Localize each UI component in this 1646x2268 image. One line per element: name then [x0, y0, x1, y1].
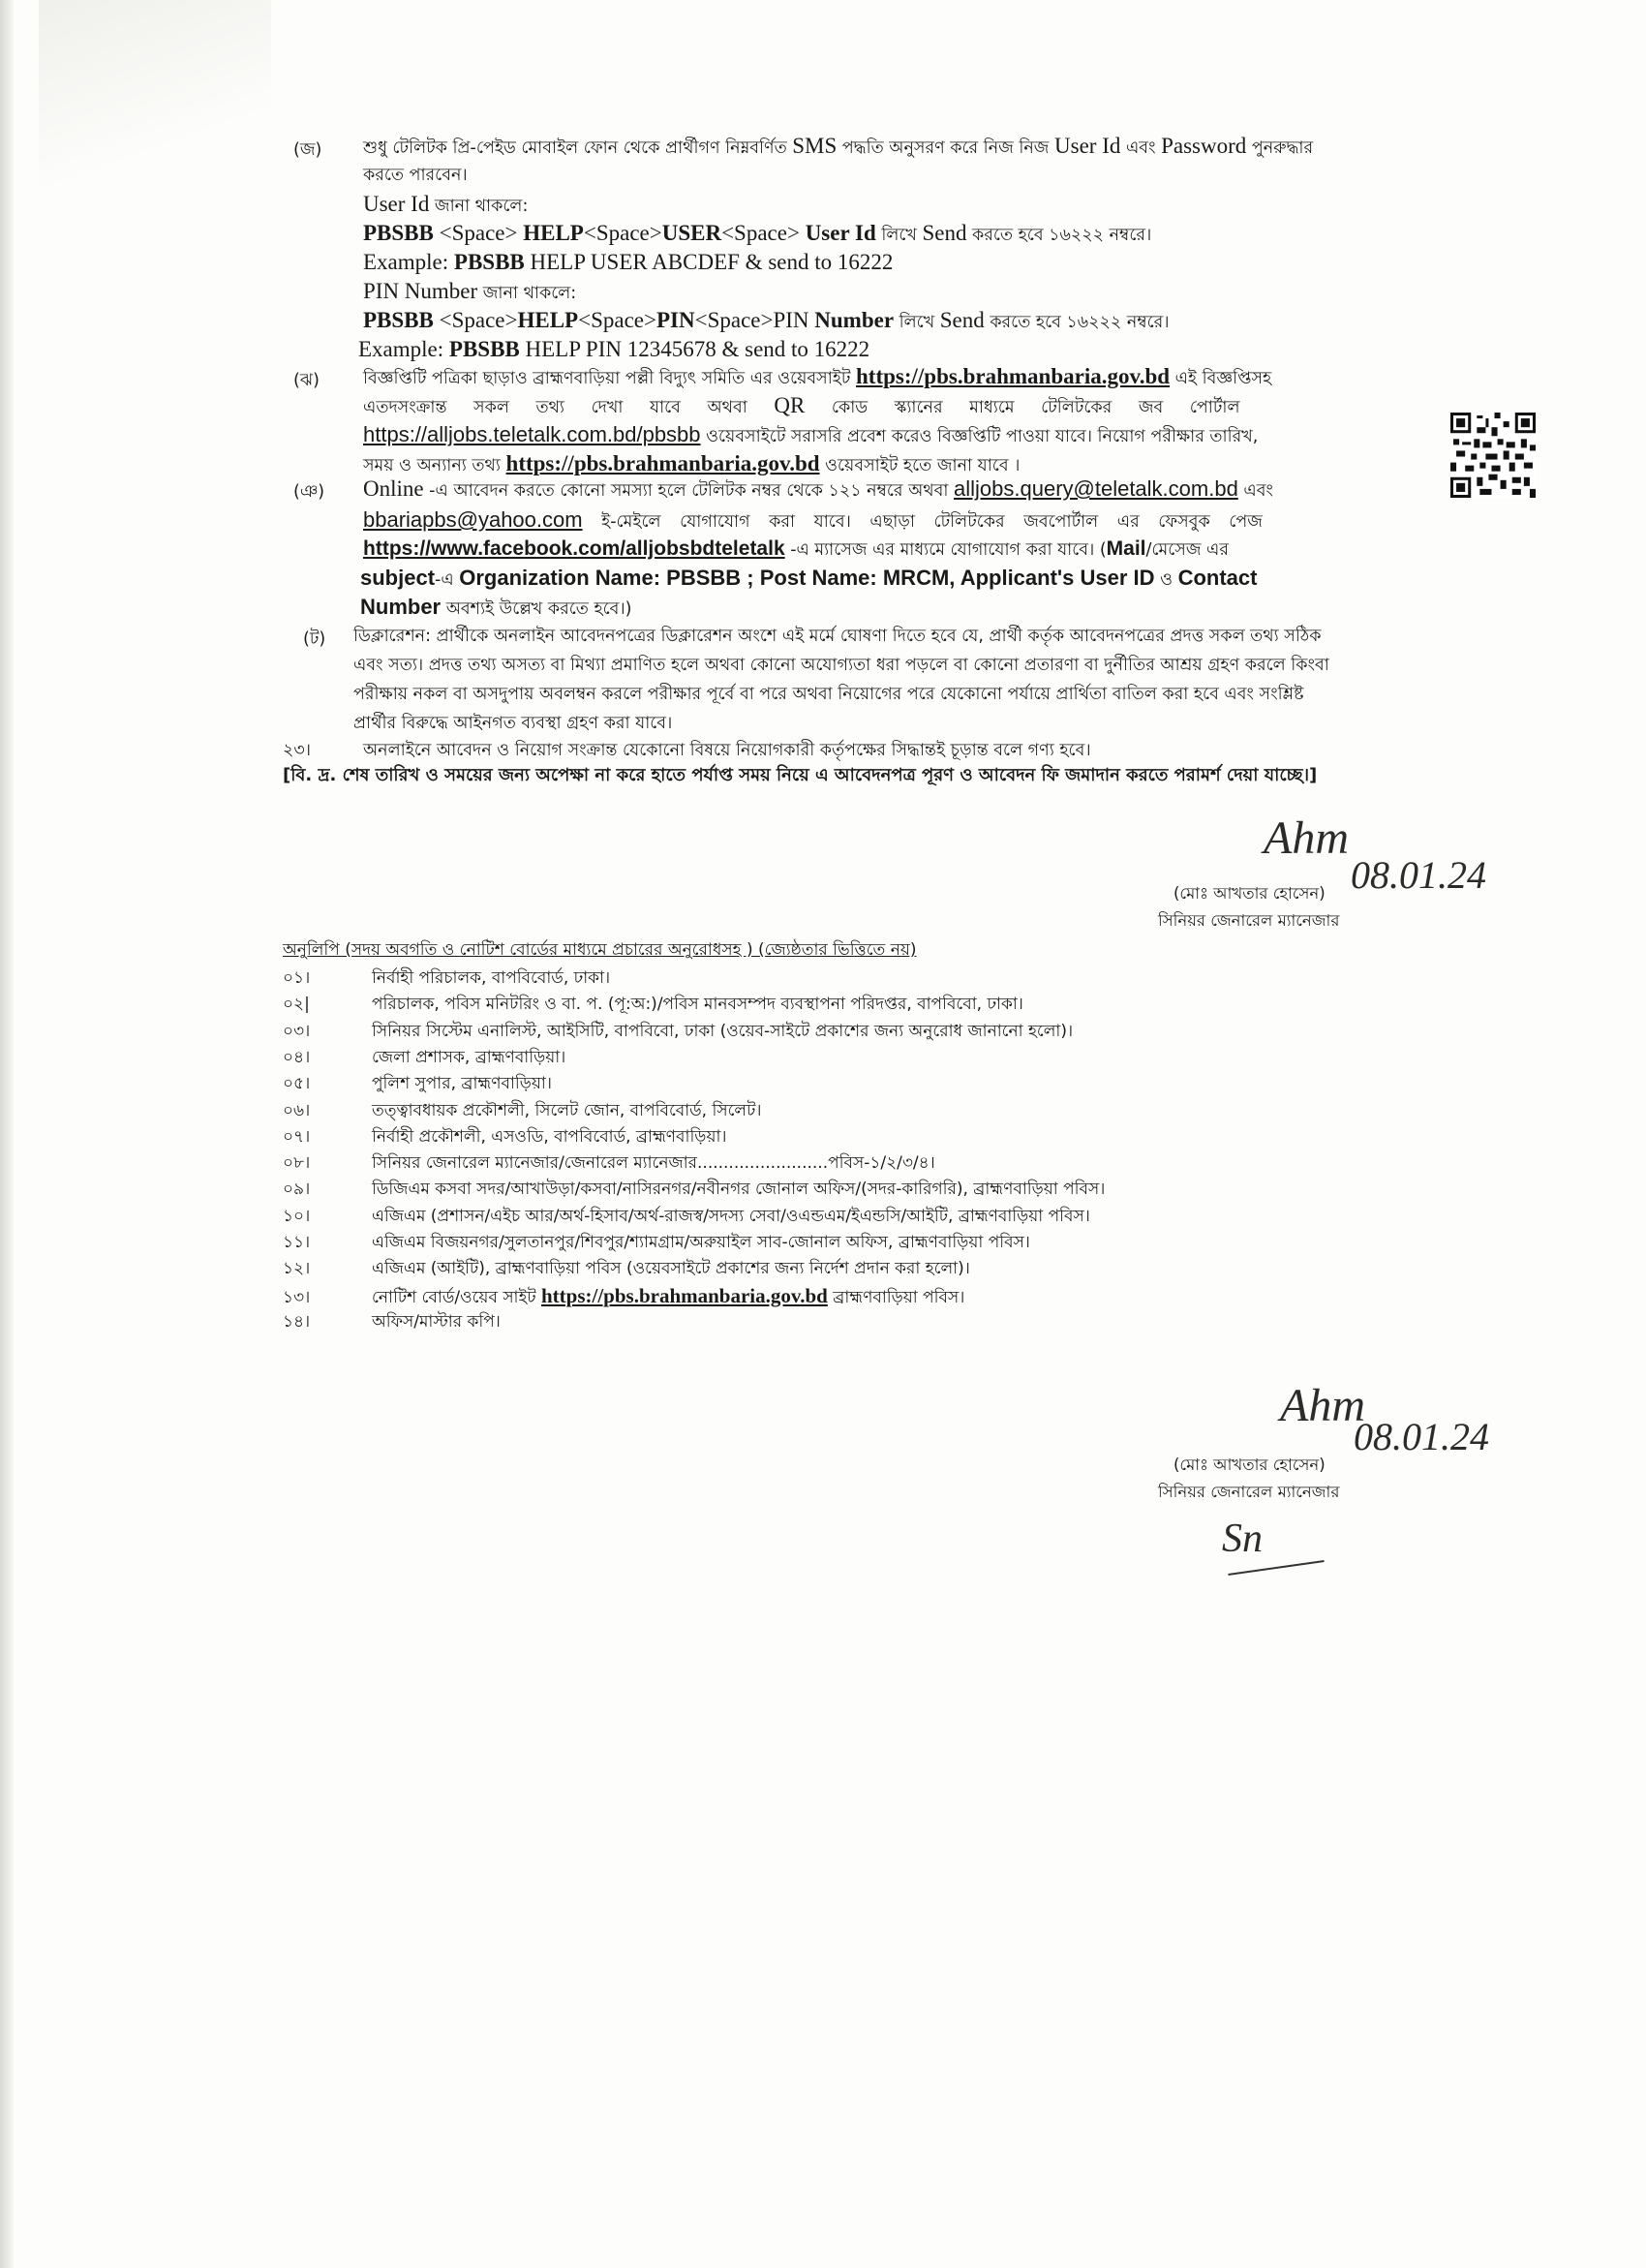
- copy-list-text: পুলিশ সুপার, ব্রাহ্মণবাড়িয়া।: [372, 1074, 552, 1094]
- copy-list-text: এজিএম (প্রশাসন/এইচ আর/অর্থ-হিসাব/অর্থ-রাজস্ব/সদস্য সেবা/ওএন্ডএম/ইএন্ডসি/আইটি, ব্রাহ্মণবাড়িয়া পবিস।: [372, 1206, 1090, 1226]
- pbs-email-link[interactable]: bbariapbs@yahoo.com: [363, 507, 583, 532]
- copy-list-item: [283, 1255, 970, 1282]
- userid-command: PBSBB <Space> HELP<Space>USER<Space> User Id লিখে Send করতে হবে ১৬২২২ নম্বরে।: [363, 221, 1152, 245]
- clause-23-text: অনলাইনে আবেদন ও নিয়োগ সংক্রান্ত যেকোনো বিষয়ে নিয়োগকারী কর্তৃপক্ষের সিদ্ধান্তই চূড়ান্ত বলে গণ্য হবে।: [363, 741, 1091, 760]
- declaration-line2: এবং সত্য। প্রদত্ত তথ্য অসত্য বা মিথ্যা প্রমাণিত হলে অথবা কোনো অযোগ্যতা ধরা পড়লে বা কোনো প্রতারণা বা দুর্নীতির আশ্রয় গ্রহণ করলে কিংবা: [353, 656, 1329, 675]
- copy-list-text-tail: ব্রাহ্মণবাড়িয়া পবিস।: [827, 1287, 965, 1307]
- clause-number-23: ২৩।: [283, 741, 312, 760]
- copy-list-title: অনুলিপি (সদয় অবগতি ও নোটিশ বোর্ডের মাধ্যমে প্রচারের অনুরোধসহ ) (জ্যেষ্ঠতার ভিত্তিতে নয়): [283, 940, 917, 960]
- teletalk-query-email-link[interactable]: alljobs.query@teletalk.com.bd: [954, 476, 1238, 501]
- sms-intro-line2: করতে পারবেন।: [363, 166, 468, 185]
- copy-list-item: [283, 1149, 935, 1177]
- pin-example: Example: PBSBB HELP PIN 12345678 & send to 16222: [358, 337, 870, 361]
- declaration-line3: পরীক্ষায় নকল বা অসদুপায় অবলম্বন করলে পরীক্ষার পূর্বে বা পরে অথবা নিয়োগের পরে যেকোনো পর্যায়ে প্রার্থিতা বাতিল করা হবে এবং সংশ্লিষ্ট: [353, 685, 1304, 704]
- copy-list-text: জেলা প্রশাসক, ব্রাহ্মণবাড়িয়া।: [372, 1047, 566, 1067]
- web-line4: সময় ও অন্যান্য তথ্য https://pbs.brahmanbaria.gov.bd ওয়েবসাইট হতে জানা যাবে ।: [363, 451, 1021, 475]
- copy-list-item: [283, 1097, 761, 1124]
- signatory-title: সিনিয়র জেনারেল ম্যানেজার: [1158, 911, 1340, 930]
- copy-list-item: [283, 1018, 1073, 1045]
- copy-list-text: তত্ত্বাবধায়ক প্রকৌশলী, সিলেট জোন, বাপবিবোর্ড, সিলেট।: [372, 1100, 762, 1120]
- copy-list-text: নোটিশ বোর্ড/ওয়েব সাইট: [372, 1287, 541, 1307]
- copy-list-text: অফিস/মাস্টার কপি।: [372, 1311, 501, 1332]
- pin-command: PBSBB <Space>HELP<Space>PIN<Space>PIN Number লিখে Send করতে হবে ১৬২২২ নম্বরে।: [363, 308, 1170, 332]
- copy-list-text: পরিচালক, পবিস মনিটরিং ও বা. প. (পূ:অ:)/পবিস মানবসম্পদ ব্যবস্থাপনা পরিদপ্তর, বাপবিবো, ঢাকা।: [372, 995, 1023, 1015]
- help-line5: Number অবশ্যই উল্লেখ করতে হবে।): [360, 595, 632, 619]
- copy-list-number: ১৩।: [283, 1287, 311, 1307]
- clause-marker-nyo: (ঞ): [293, 482, 325, 502]
- clause-marker-ta: (ট): [303, 629, 326, 649]
- web-line1: বিজ্ঞপ্তিটি পত্রিকা ছাড়াও ব্রাহ্মণবাড়িয়া পল্লী বিদ্যুৎ সমিতি এর ওয়েবসাইট https://pbs.brahmanbaria.gov.bd এই বিজ্ঞপ্তিসহ: [363, 364, 1272, 388]
- signatory-title-2: সিনিয়র জেনারেল ম্যানেজার: [1158, 1483, 1340, 1501]
- copy-list-item: [283, 1229, 1030, 1256]
- copy-list-text: এজিএম (আইটি), ব্রাহ্মণবাড়িয়া পবিস (ওয়েবসাইটে প্রকাশের জন্য নির্দেশ প্রদান করা হলো)।: [372, 1259, 970, 1279]
- copy-list-item: [283, 1308, 501, 1335]
- signatory-name-2: (মোঃ আখতার হোসেন): [1174, 1456, 1326, 1474]
- copy-list-number: ১১।: [283, 1233, 311, 1252]
- copy-list-text: সিনিয়র সিস্টেম এনালিস্ট, আইসিটি, বাপবিবো, ঢাকা (ওয়েব-সাইটে প্রকাশের জন্য অনুরোধ জানানো হলো)।: [372, 1021, 1074, 1041]
- facebook-page-link[interactable]: https://www.facebook.com/alljobsbdteletalk: [363, 537, 785, 560]
- scan-fold-mark: [39, 0, 271, 194]
- qr-code-icon[interactable]: [1450, 413, 1536, 498]
- help-line4: subject-এ Organization Name: PBSBB ; Post Name: MRCM, Applicant's User ID ও Contact: [360, 566, 1258, 590]
- copy-list-number: ০৯।: [283, 1180, 311, 1200]
- web-line2: এতদসংক্রান্ত সকল তথ্য দেখা যাবে অথবা QR কোড স্ক্যানের মাধ্যমে টেলিটকের জব পোর্টাল: [363, 393, 1240, 417]
- clause-marker-jho: (ঝ): [293, 371, 320, 390]
- copy-list-item: [283, 1282, 964, 1309]
- copy-list-text: ডিজিএম কসবা সদর/আখাউড়া/কসবা/নাসিরনগর/নবীনগর জোনাল অফিস/(সদর-কারিগরি), ব্রাহ্মণবাড়িয়া পবিস।: [372, 1180, 1106, 1200]
- copy-list-text: নির্বাহী প্রকৌশলী, এসওডি, বাপবিবোর্ড, ব্রাহ্মণবাড়িয়া।: [372, 1126, 727, 1147]
- copy-list-number: ০২|: [283, 995, 310, 1015]
- declaration-line1: ডিক্লারেশন: প্রার্থীকে অনলাইন আবেদনপত্রের ডিক্লারেশন অংশে এই মর্মে ঘোষণা দিতে হবে যে, প্রার্থী কর্তৃক আবেদনপত্রের প্রদত্ত সকল তথ্য সঠিক: [353, 627, 1322, 646]
- copy-list-number: ১৪।: [283, 1311, 311, 1332]
- copy-list-number: ০৬।: [283, 1100, 311, 1120]
- pin-known-label: PIN Number জানা থাকলে:: [363, 279, 577, 303]
- userid-example: Example: PBSBB HELP USER ABCDEF & send to 16222: [363, 250, 894, 274]
- copy-list-text: নির্বাহী পরিচালক, বাপবিবোর্ড, ঢাকা।: [372, 968, 611, 988]
- copy-list-item: [283, 1176, 1105, 1203]
- notice-board-website-link[interactable]: https://pbs.brahmanbaria.gov.bd: [540, 1283, 828, 1307]
- copy-list-number: ০৩।: [283, 1021, 311, 1041]
- userid-known-label: User Id জানা থাকলে:: [363, 192, 529, 216]
- declaration-line4: প্রার্থীর বিরুদ্ধে আইনগত ব্যবস্থা গ্রহণ করা যাবে।: [353, 714, 673, 733]
- copy-list-number: ১০।: [283, 1206, 311, 1226]
- help-line1: Online -এ আবেদন করতে কোনো সমস্যা হলে টেলিটক নম্বর থেকে ১২১ নম্বরে অথবা alljobs.query@teletalk.com.bd এবং: [363, 476, 1273, 501]
- copy-list-item: [283, 991, 1023, 1018]
- initial-underline: [1228, 1560, 1324, 1576]
- pbs-website-link-2[interactable]: https://pbs.brahmanbaria.gov.bd: [505, 451, 820, 475]
- copy-list-item: [283, 1203, 1090, 1230]
- copy-list-number: ০৫।: [283, 1074, 311, 1094]
- clause-marker-jha: (জ): [293, 140, 322, 160]
- teletalk-portal-link[interactable]: https://alljobs.teletalk.com.bd/pbsbb: [363, 422, 701, 446]
- important-note: [বি. দ্র. শেষ তারিখ ও সময়ের জন্য অপেক্ষা না করে হাতে পর্যাপ্ত সময় নিয়ে এ আবেদনপত্র পূরণ ও আবেদন ফি জমাদান করতে পরামর্শ দেয়া যাচ্ছে।]: [283, 765, 1318, 785]
- help-line3: https://www.facebook.com/alljobsbdteletalk -এ ম্যাসেজ এর মাধ্যমে যোগাযোগ করা যাবে। (Mail/মেসেজ এর: [363, 537, 1229, 560]
- copy-list-item: [283, 1044, 565, 1071]
- signature-scribble: Ahm: [1264, 812, 1349, 864]
- copy-list-item: [283, 1123, 726, 1150]
- signature-date: 08.01.24: [1351, 853, 1486, 897]
- help-line2: bbariapbs@yahoo.com ই-মেইলে যোগাযোগ করা যাবে। এছাড়া টেলিটকের জবপোর্টাল এর ফেসবুক পেজ: [363, 507, 1263, 532]
- copy-list-number: ০৭।: [283, 1126, 311, 1147]
- copy-list-item: [283, 965, 610, 992]
- copy-list-number: ১২।: [283, 1259, 311, 1279]
- signature-date-2: 08.01.24: [1354, 1415, 1489, 1458]
- copy-list-item: [283, 1070, 552, 1097]
- copy-list-number: ০৪।: [283, 1047, 311, 1067]
- pbs-website-link[interactable]: https://pbs.brahmanbaria.gov.bd: [856, 364, 1171, 388]
- copy-list-text: এজিএম বিজয়নগর/সুলতানপুর/শিবপুর/শ্যামগ্রাম/অরুয়াইল সাব-জোনাল অফিস, ব্রাহ্মণবাড়িয়া পবিস।: [372, 1233, 1030, 1252]
- copy-list-text: সিনিয়র জেনারেল ম্যানেজার/জেনারেল ম্যানেজার.........................পবিস-১/২/৩/৪।: [372, 1153, 935, 1174]
- initial-scribble: Sn: [1222, 1517, 1263, 1561]
- scan-edge-shadow: [0, 0, 14, 2268]
- copy-list-number: ০১।: [283, 968, 311, 988]
- sms-intro: শুধু টেলিটক প্রি-পেইড মোবাইল ফোন থেকে প্রার্থীগণ নিম্নবর্ণিত SMS পদ্ধতি অনুসরণ করে নিজ নিজ User Id এবং Password পুনরুদ্ধার: [363, 134, 1314, 158]
- signatory-name: (মোঃ আখতার হোসেন): [1174, 884, 1326, 903]
- web-line3: https://alljobs.teletalk.com.bd/pbsbb ওয়েবসাইটে সরাসরি প্রবেশ করেও বিজ্ঞপ্তিটি পাওয়া যাবে। নিয়োগ পরীক্ষার তারিখ,: [363, 422, 1259, 446]
- copy-list-number: ০৮।: [283, 1153, 311, 1174]
- signature-scribble-2: Ahm: [1280, 1380, 1365, 1431]
